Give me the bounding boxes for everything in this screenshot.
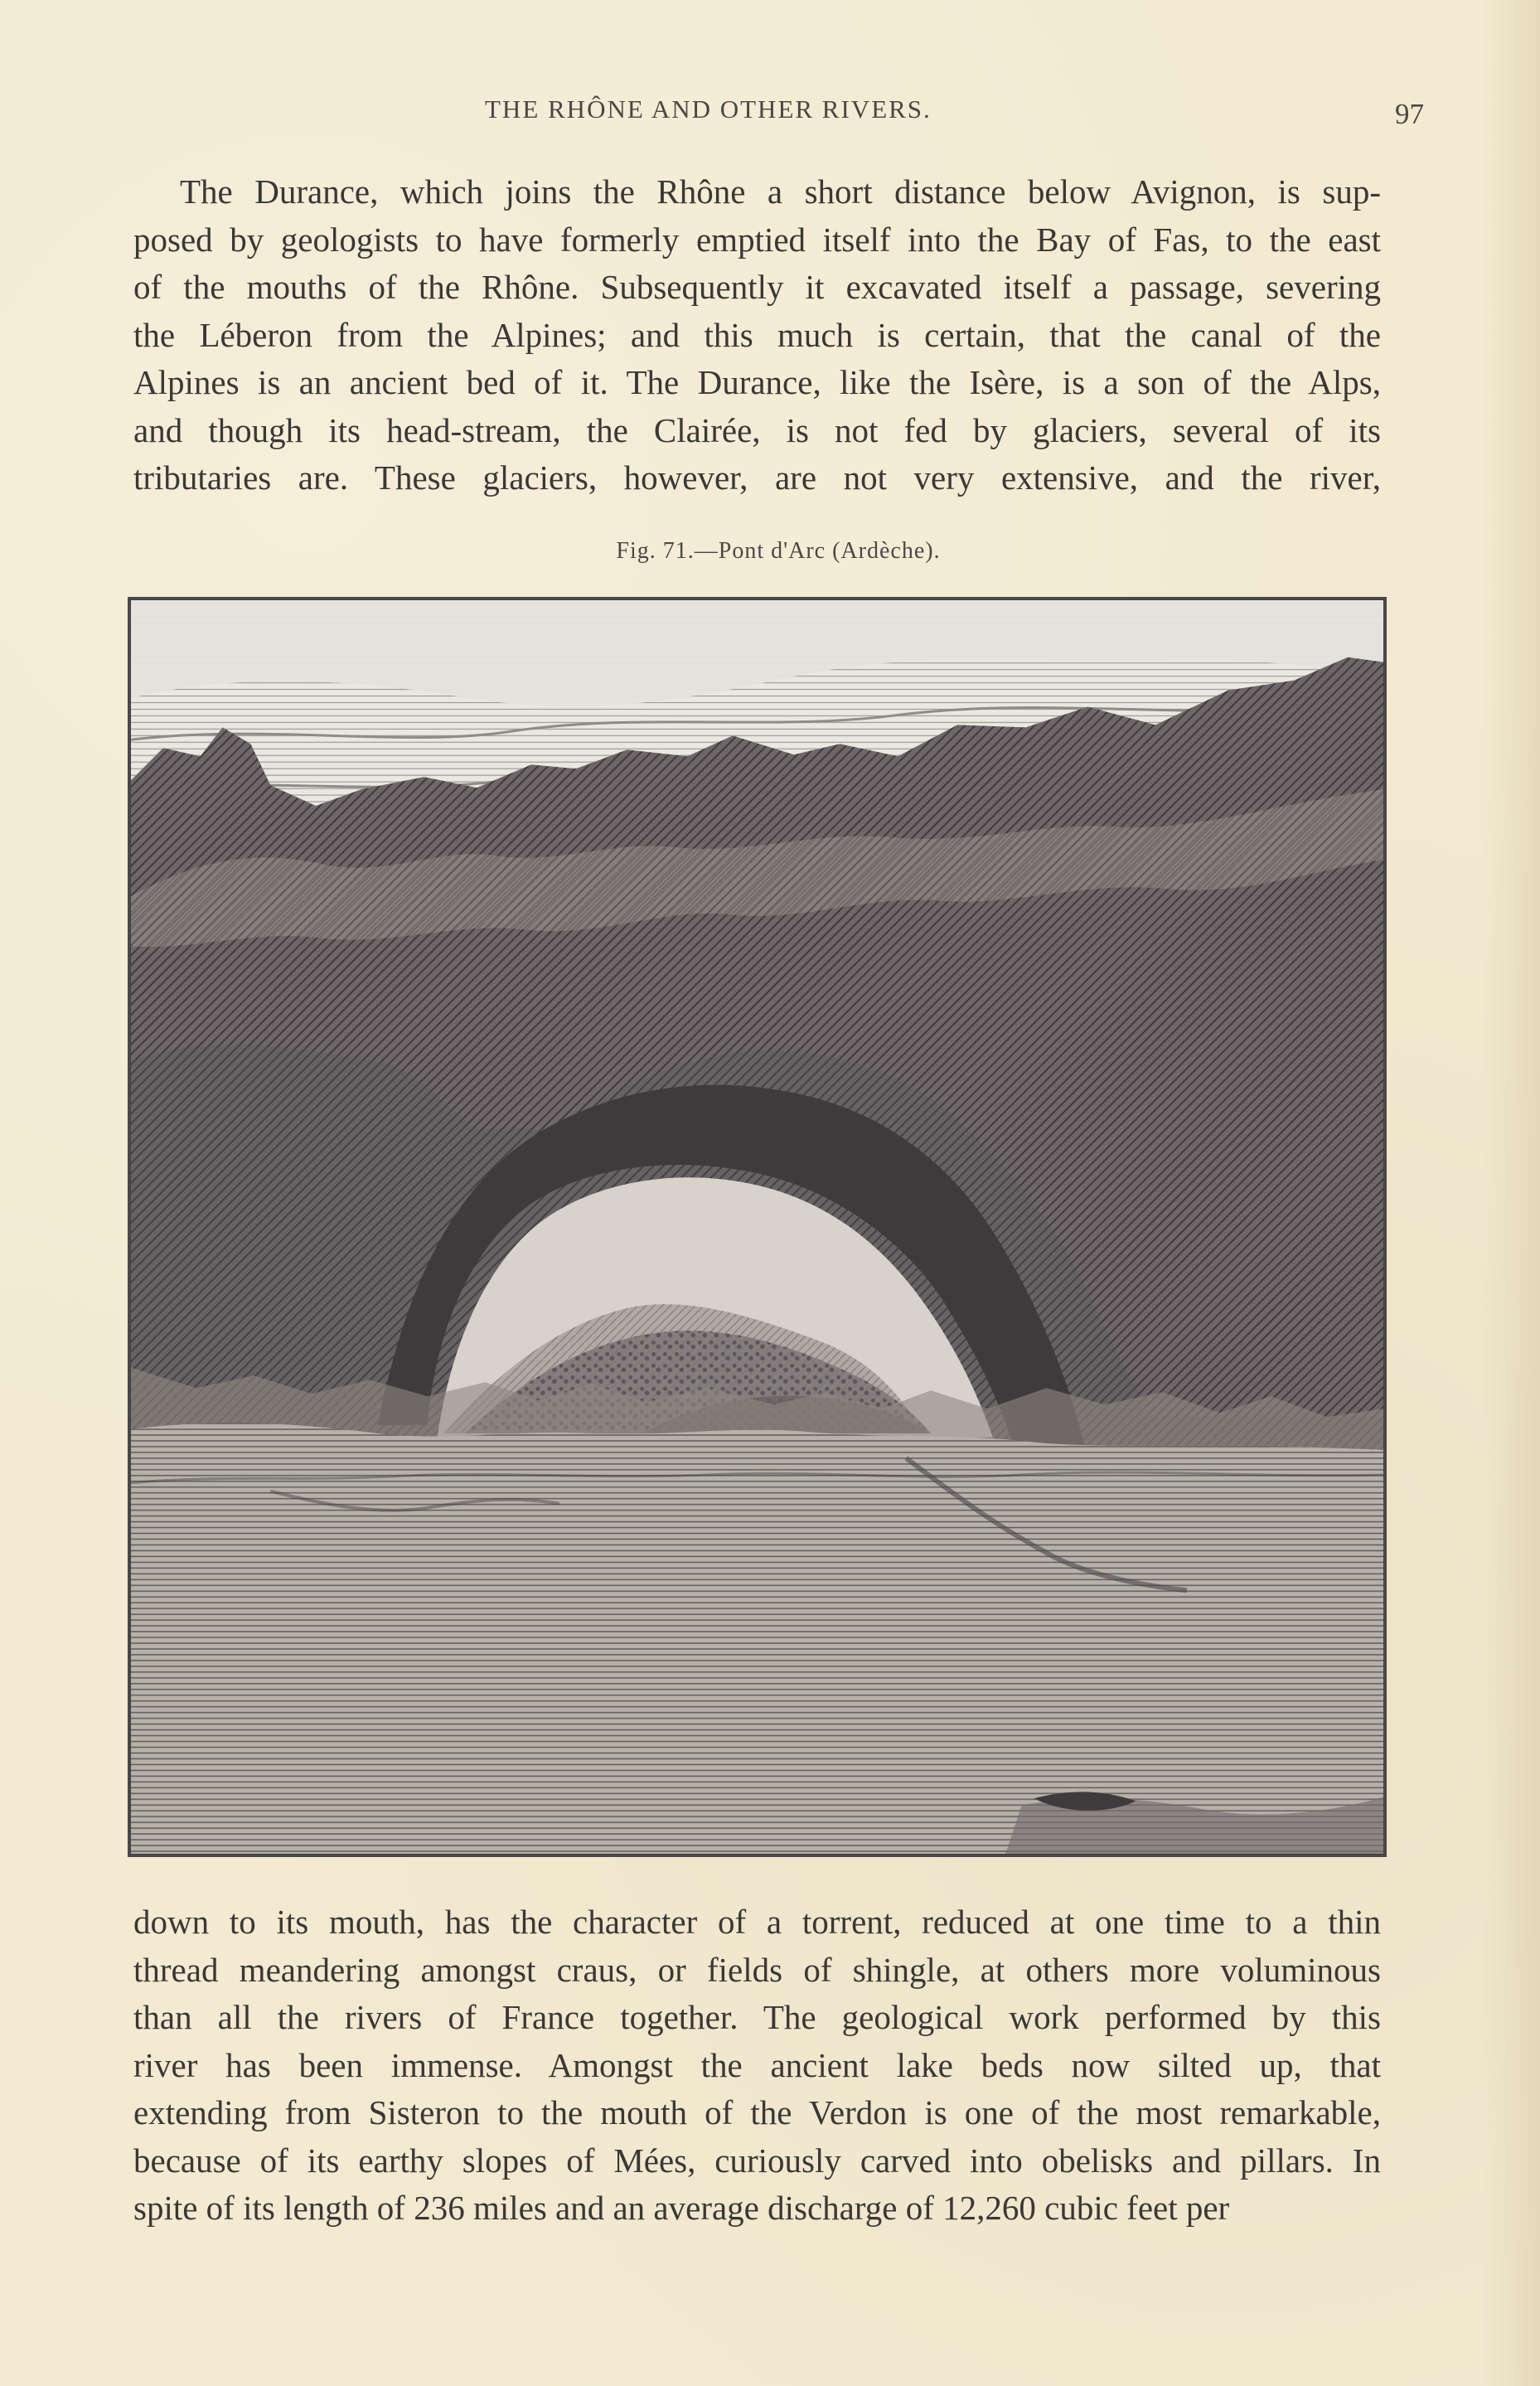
text-line: than all the rivers of France together. The geological work performed by this: [133, 1998, 1381, 2036]
text-line: the Léberon from the Alpines; and this much is certain, that the canal of the: [133, 315, 1381, 354]
text-line: and though its head-stream, the Clairée, is not fed by glaciers, several of its: [133, 410, 1381, 449]
text-line: posed by geologists to have formerly emptied itself into the Bay of Fas, to the east: [133, 220, 1381, 259]
chapter-title: THE RHÔNE AND OTHER RIVERS.: [485, 95, 932, 124]
pont-d-arc-engraving: [130, 599, 1384, 1855]
text-line: river has been immense. Amongst the ancient lake beds now silted up, that: [133, 2045, 1381, 2084]
running-header: [133, 87, 1424, 133]
text-line: spite of its length of 236 miles and an average discharge of 12,260 cubic feet per: [133, 2189, 1230, 2227]
text-line: of the mouths of the Rhône. Subsequently it excavated itself a passage, severing: [133, 268, 1381, 306]
engraving-figure: [128, 597, 1387, 1857]
figure-caption: Fig. 71.—Pont d'Arc (Ardèche).: [616, 538, 941, 564]
text-line: extending from Sisteron to the mouth of the Verdon is one of the most remarkable,: [133, 2093, 1381, 2131]
text-line: tributaries are. These glaciers, however, are not very extensive, and the river,: [133, 458, 1381, 497]
body-paragraph-bottom: [133, 1899, 1381, 2233]
page-edge-shadow: [1482, 0, 1540, 2386]
text-line: Alpines is an ancient bed of it. The Durance, like the Isère, is a son of the Alps,: [133, 363, 1381, 401]
text-line: The Durance, which joins the Rhône a short distance below Avignon, is sup-: [180, 172, 1381, 211]
text-line: down to its mouth, has the character of a torrent, reduced at one time to a thin: [133, 1903, 1381, 1941]
body-paragraph-top: [133, 168, 1381, 502]
text-line: thread meandering amongst craus, or fields of shingle, at others more voluminous: [133, 1950, 1381, 1989]
page-number: 97: [1395, 98, 1424, 130]
text-line: because of its earthy slopes of Mées, curiously carved into obelisks and pillars. In: [133, 2141, 1381, 2180]
